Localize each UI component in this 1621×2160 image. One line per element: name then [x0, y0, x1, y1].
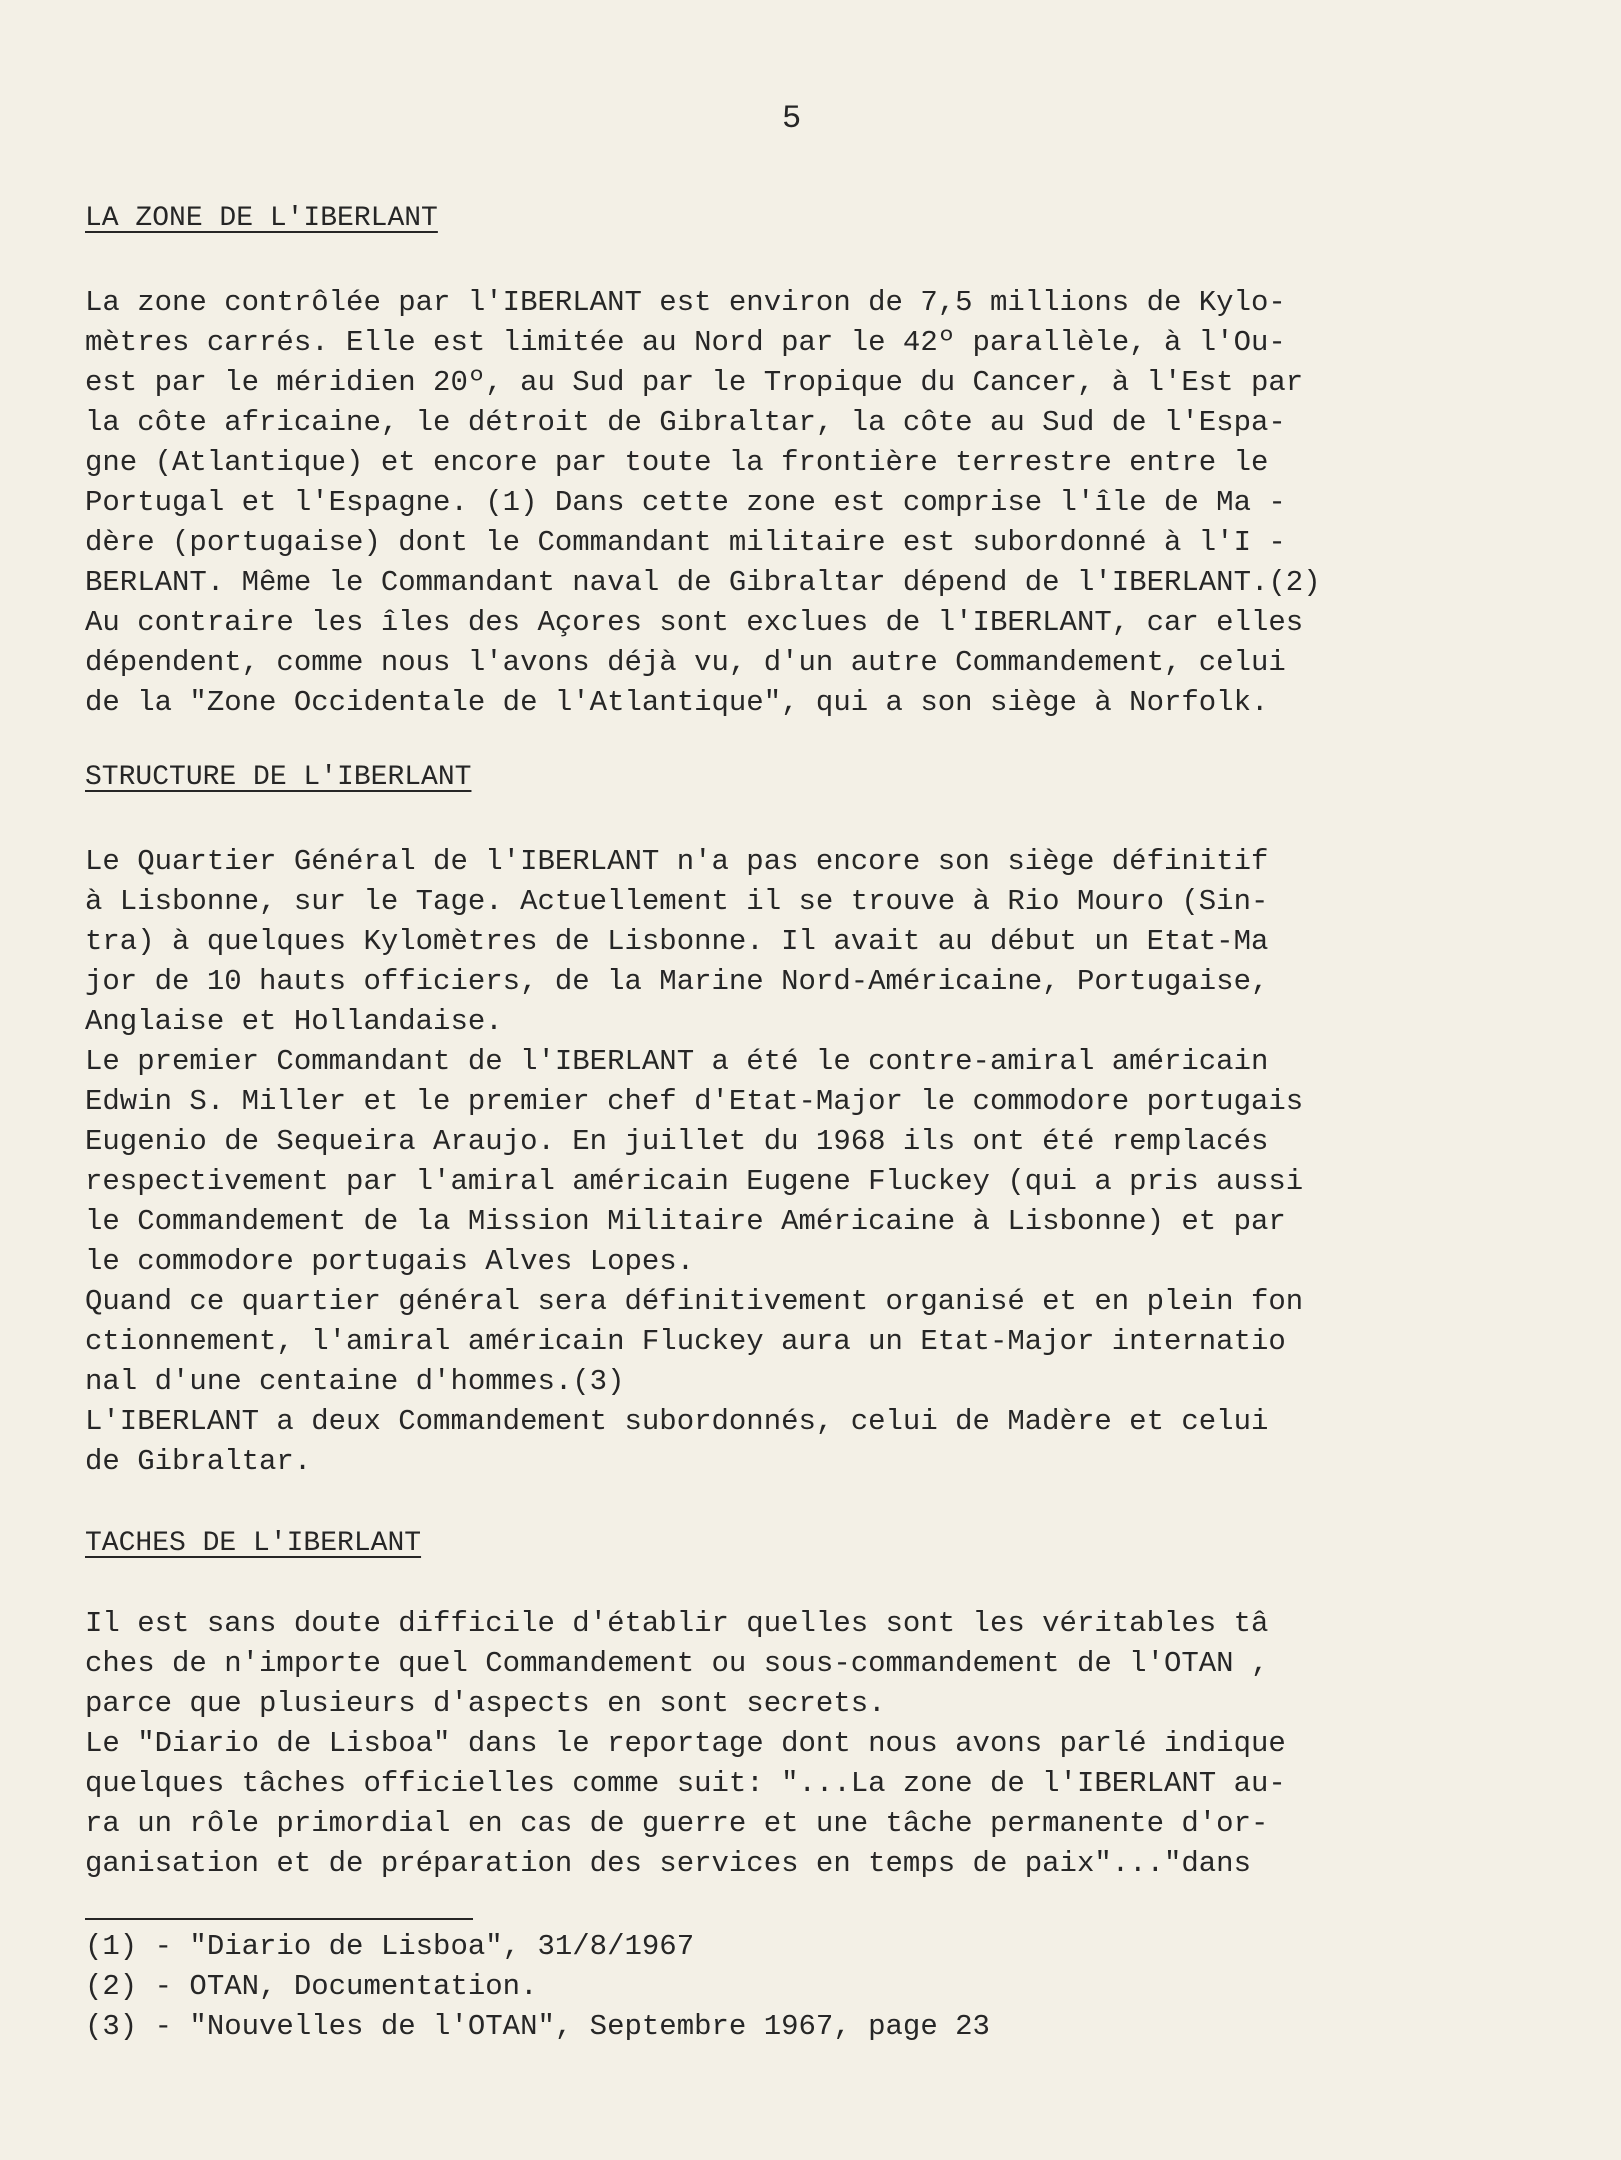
paragraph-taches: [85, 1604, 1286, 1884]
text-line: gne (Atlantique) et encore par toute la frontière terrestre entre le: [85, 446, 1269, 479]
footnote: (1) - "Diario de Lisboa", 31/8/1967: [85, 1930, 695, 1963]
text-line: dépendent, comme nous l'avons déjà vu, d'un autre Commandement, celui: [85, 646, 1286, 679]
text-line: ches de n'importe quel Commandement ou sous-commandement de l'OTAN ,: [85, 1647, 1269, 1680]
text-line: Edwin S. Miller et le premier chef d'Etat-Major le commodore portugais: [85, 1085, 1304, 1118]
paragraph-structure: [85, 842, 1303, 1482]
text-line: Au contraire les îles des Açores sont exclues de l'IBERLANT, car elles: [85, 606, 1304, 639]
text-line: de la "Zone Occidentale de l'Atlantique", qui a son siège à Norfolk.: [85, 686, 1269, 719]
text-line: ganisation et de préparation des services en temps de paix"..."dans: [85, 1847, 1251, 1880]
text-line: la côte africaine, le détroit de Gibraltar, la côte au Sud de l'Espa-: [85, 406, 1286, 439]
footnotes: [85, 1927, 990, 2047]
text-line: le Commandement de la Mission Militaire Américaine à Lisbonne) et par: [85, 1205, 1286, 1238]
text-line: La zone contrôlée par l'IBERLANT est environ de 7,5 millions de Kylo-: [85, 286, 1286, 319]
footnote: (2) - OTAN, Documentation.: [85, 1970, 538, 2003]
text-line: Il est sans doute difficile d'établir quelles sont les véritables tâ: [85, 1607, 1269, 1640]
text-line: Le "Diario de Lisboa" dans le reportage dont nous avons parlé indique: [85, 1727, 1286, 1760]
paragraph-zone: [85, 283, 1321, 723]
text-line: Eugenio de Sequeira Araujo. En juillet du 1968 ils ont été remplacés: [85, 1125, 1269, 1158]
page-number: 5: [782, 100, 802, 137]
text-line: L'IBERLANT a deux Commandement subordonnés, celui de Madère et celui: [85, 1405, 1269, 1438]
text-line: Portugal et l'Espagne. (1) Dans cette zone est comprise l'île de Ma -: [85, 486, 1286, 519]
text-line: de Gibraltar.: [85, 1445, 312, 1478]
text-line: Quand ce quartier général sera définitivement organisé et en plein fon: [85, 1285, 1304, 1318]
text-line: parce que plusieurs d'aspects en sont secrets.: [85, 1687, 886, 1720]
text-line: à Lisbonne, sur le Tage. Actuellement il se trouve à Rio Mouro (Sin-: [85, 885, 1269, 918]
section-heading-taches: TACHES DE L'IBERLANT: [85, 1528, 422, 1559]
text-line: quelques tâches officielles comme suit: "...La zone de l'IBERLANT au-: [85, 1767, 1286, 1800]
text-line: BERLANT. Même le Commandant naval de Gibraltar dépend de l'IBERLANT.(2): [85, 566, 1321, 599]
text-line: nal d'une centaine d'hommes.(3): [85, 1365, 625, 1398]
section-heading-structure: STRUCTURE DE L'IBERLANT: [85, 762, 472, 793]
section-heading-zone: LA ZONE DE L'IBERLANT: [85, 203, 438, 234]
text-line: Anglaise et Hollandaise.: [85, 1005, 503, 1038]
text-line: Le Quartier Général de l'IBERLANT n'a pas encore son siège définitif: [85, 845, 1269, 878]
text-line: tra) à quelques Kylomètres de Lisbonne. Il avait au début un Etat-Ma: [85, 925, 1269, 958]
text-line: est par le méridien 20º, au Sud par le Tropique du Cancer, à l'Est par: [85, 366, 1304, 399]
text-line: dère (portugaise) dont le Commandant militaire est subordonné à l'I -: [85, 526, 1286, 559]
text-line: ctionnement, l'amiral américain Fluckey aura un Etat-Major internatio: [85, 1325, 1286, 1358]
text-line: le commodore portugais Alves Lopes.: [85, 1245, 695, 1278]
footnote-divider: [85, 1918, 473, 1920]
text-line: mètres carrés. Elle est limitée au Nord par le 42º parallèle, à l'Ou-: [85, 326, 1286, 359]
text-line: Le premier Commandant de l'IBERLANT a été le contre-amiral américain: [85, 1045, 1269, 1078]
text-line: jor de 10 hauts officiers, de la Marine Nord-Américaine, Portugaise,: [85, 965, 1269, 998]
text-line: ra un rôle primordial en cas de guerre et une tâche permanente d'or-: [85, 1807, 1269, 1840]
text-line: respectivement par l'amiral américain Eugene Fluckey (qui a pris aussi: [85, 1165, 1304, 1198]
footnote: (3) - "Nouvelles de l'OTAN", Septembre 1967, page 23: [85, 2010, 990, 2043]
